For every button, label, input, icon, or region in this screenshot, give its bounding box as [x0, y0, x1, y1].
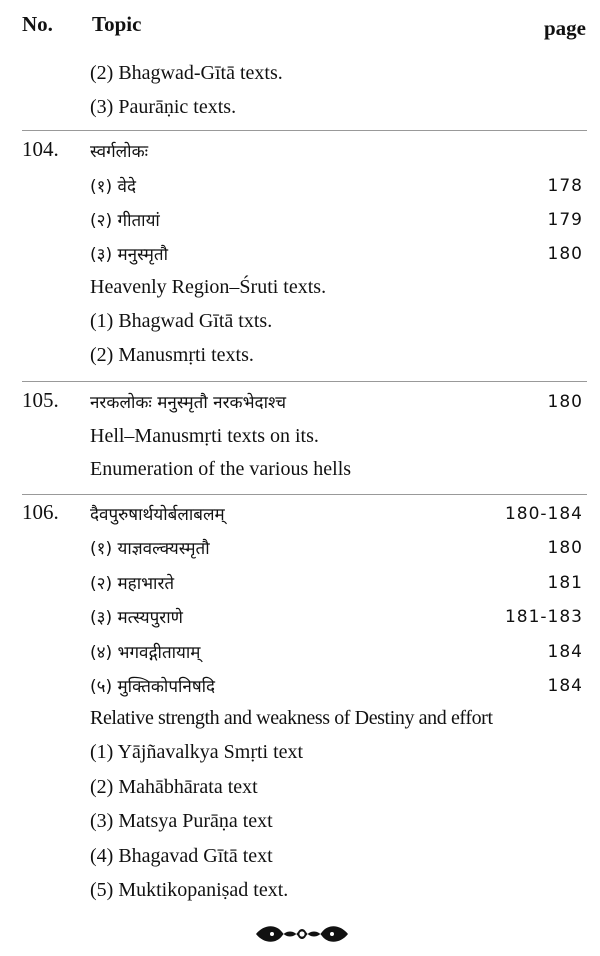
- entry-text: (3) Paurāṇic texts.: [90, 96, 237, 118]
- entry-text: (2) Manusmṛti texts.: [90, 344, 254, 366]
- entry-page: 179: [547, 210, 583, 230]
- toc-entry: [0, 205, 600, 239]
- toc-entry: [0, 239, 600, 273]
- entry-text: (१) वेदे: [90, 177, 136, 197]
- entry-page: 178: [547, 176, 583, 196]
- entry-text: (४) भगवद्गीतायाम्: [90, 643, 201, 663]
- toc-entry: [0, 136, 600, 170]
- entry-page: 180-184: [504, 504, 583, 524]
- entry-text: (२) महाभारते: [90, 574, 175, 594]
- column-header-no: No.: [22, 12, 53, 36]
- toc-entry: [0, 876, 600, 910]
- entry-text: (१) याज्ञवल्क्यस्मृतौ: [90, 539, 210, 559]
- toc-entry: [0, 499, 600, 533]
- entry-page: 180: [547, 244, 583, 264]
- toc-entry: [0, 341, 600, 375]
- toc-entry: [0, 738, 600, 772]
- entry-page: 181-183: [504, 607, 583, 627]
- ornament-flourish-icon: [250, 922, 354, 946]
- entry-page: 184: [547, 642, 583, 662]
- toc-entry: [0, 807, 600, 841]
- entry-text: (1) Yājñavalkya Smṛti text: [90, 741, 304, 763]
- entry-text: नरकलोकः मनुस्मृतौ नरकभेदाश्च: [90, 393, 286, 413]
- entry-page: 180: [547, 392, 583, 412]
- column-header-topic: Topic: [92, 12, 142, 36]
- entry-text: (2) Bhagwad-Gītā texts.: [90, 62, 283, 84]
- toc-entry: [0, 671, 600, 705]
- section-divider: [22, 381, 587, 382]
- entry-text: Heavenly Region–Śruti texts.: [90, 276, 327, 298]
- toc-entry: [0, 637, 600, 671]
- entry-page: 180: [547, 538, 583, 558]
- entry-text: (3) Matsya Purāṇa text: [90, 810, 273, 832]
- toc-entry: [0, 60, 600, 94]
- toc-entry: [0, 773, 600, 807]
- toc-entry: [0, 568, 600, 602]
- toc-entry: [0, 533, 600, 567]
- entry-number: 105.: [22, 388, 59, 412]
- entry-text: (2) Mahābhārata text: [90, 776, 258, 798]
- toc-entry: [0, 307, 600, 341]
- entry-number: 106.: [22, 500, 59, 524]
- entry-text: (२) गीतायां: [90, 211, 160, 231]
- entry-text: (4) Bhagavad Gītā text: [90, 845, 273, 867]
- entry-text: Enumeration of the various hells: [90, 458, 352, 480]
- entry-text: स्वर्गलोकः: [90, 142, 149, 162]
- toc-entry: [0, 273, 600, 307]
- entry-text: (5) Muktikopaniṣad text.: [90, 879, 289, 901]
- entry-text: (1) Bhagwad Gītā txts.: [90, 310, 273, 332]
- entry-text: Relative strength and weakness of Destiny and effort: [90, 707, 493, 729]
- entry-text: दैवपुरुषार्थयोर्बलाबलम्: [90, 505, 225, 525]
- toc-entry: [0, 171, 600, 205]
- entry-page: 184: [547, 676, 583, 696]
- entry-text: (३) मत्स्यपुराणे: [90, 608, 183, 628]
- entry-text: (३) मनुस्मृतौ: [90, 245, 168, 265]
- toc-entry: [0, 94, 600, 128]
- column-header-page: page: [544, 16, 586, 40]
- toc-entry: [0, 387, 600, 421]
- toc-entry: [0, 455, 600, 489]
- entry-text: (५) मुक्तिकोपनिषदि: [90, 677, 216, 697]
- section-divider: [22, 130, 587, 131]
- entry-page: 181: [547, 573, 583, 593]
- entry-number: 104.: [22, 137, 59, 161]
- toc-entry: [0, 704, 600, 738]
- section-divider: [22, 494, 587, 495]
- toc-entry: [0, 422, 600, 456]
- toc-entry: [0, 842, 600, 876]
- toc-entry: [0, 602, 600, 636]
- entry-text: Hell–Manusmṛti texts on its.: [90, 425, 319, 447]
